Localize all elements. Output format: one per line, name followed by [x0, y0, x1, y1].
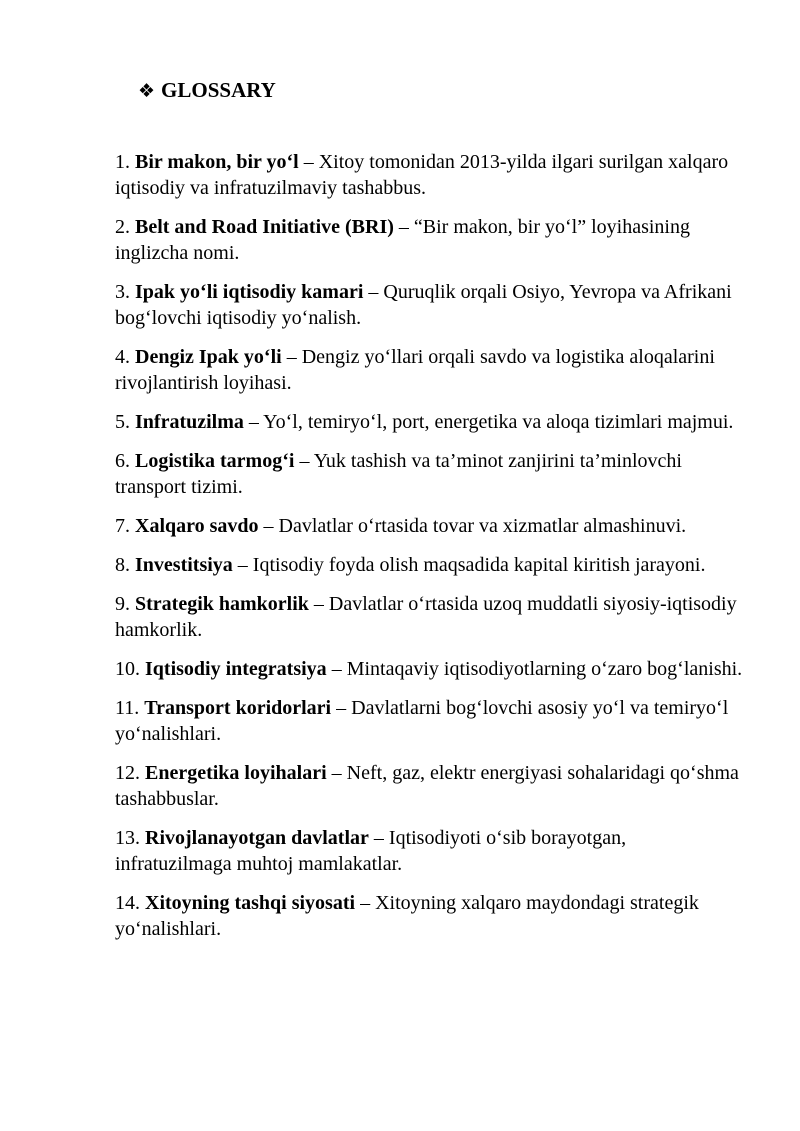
entry-definition: Davlatlar o‘rtasida tovar va xizmatlar almashinuvi.	[278, 515, 687, 537]
glossary-entry	[115, 591, 747, 643]
entry-term: Strategik hamkorlik	[135, 593, 309, 615]
glossary-entry	[115, 149, 747, 201]
entry-term: Bir makon, bir yo‘l	[135, 151, 299, 173]
entry-definition: Neft, gaz, elektr energiyasi sohalaridagi qo‘shma tashabbuslar.	[115, 762, 739, 810]
entry-definition: Yuk tashish va ta’minot zanjirini ta’minlovchi transport tizimi.	[115, 450, 682, 498]
entry-separator: –	[355, 892, 376, 914]
entry-separator: –	[294, 450, 314, 472]
entry-separator: –	[393, 216, 414, 238]
glossary-entry	[115, 409, 747, 435]
glossary-heading	[138, 77, 276, 104]
entry-number: 5.	[115, 411, 130, 433]
glossary-entry	[115, 279, 747, 331]
entry-separator: –	[331, 697, 352, 719]
glossary-entry	[115, 890, 747, 942]
glossary-entry	[115, 760, 747, 812]
entry-number: 8.	[115, 554, 130, 576]
entry-definition: Xitoyning xalqaro maydondagi strategik yo‘nalishlari.	[115, 892, 699, 940]
entry-definition: Quruqlik orqali Osiyo, Yevropa va Afrikani bog‘lovchi iqtisodiy yo‘nalish.	[115, 281, 732, 329]
entry-term: Rivojlanayotgan davlatlar	[145, 827, 369, 849]
entry-number: 2.	[115, 216, 130, 238]
entry-separator: –	[368, 827, 389, 849]
glossary-entry	[115, 214, 747, 266]
entry-number: 9.	[115, 593, 130, 615]
glossary-entry	[115, 448, 747, 500]
entry-definition: Iqtisodiyoti o‘sib borayotgan, infratuzilmaga muhtoj mamlakatlar.	[115, 827, 627, 875]
entry-number: 3.	[115, 281, 130, 303]
entry-term: Iqtisodiy integratsiya	[145, 658, 327, 680]
entry-separator: –	[308, 593, 329, 615]
entry-term: Transport koridorlari	[144, 697, 332, 719]
entry-number: 14.	[115, 892, 140, 914]
entry-separator: –	[326, 762, 347, 784]
diamond-bullet-icon: ❖	[138, 80, 156, 102]
glossary-entry	[115, 695, 747, 747]
entry-term: Ipak yo‘li iqtisodiy kamari	[135, 281, 364, 303]
entry-separator: –	[243, 411, 264, 433]
entry-separator: –	[281, 346, 302, 368]
entry-separator: –	[326, 658, 347, 680]
entry-number: 12.	[115, 762, 140, 784]
entry-definition: Davlatlarni bog‘lovchi asosiy yo‘l va temiryo‘l yo‘nalishlari.	[115, 697, 729, 745]
entry-number: 4.	[115, 346, 130, 368]
entry-number: 7.	[115, 515, 130, 537]
entry-definition: “Bir makon, bir yo‘l” loyihasining inglizcha nomi.	[115, 216, 690, 264]
entry-number: 11.	[115, 697, 140, 719]
glossary-list	[115, 149, 747, 955]
entry-definition: Xitoy tomonidan 2013-yilda ilgari surilgan xalqaro iqtisodiy va infratuzilmaviy tashabbus.	[115, 151, 729, 199]
entry-number: 13.	[115, 827, 140, 849]
glossary-entry	[115, 825, 747, 877]
glossary-entry	[115, 344, 747, 396]
glossary-entry	[115, 552, 747, 578]
entry-separator: –	[363, 281, 384, 303]
entry-term: Dengiz Ipak yo‘li	[135, 346, 282, 368]
entry-term: Infratuzilma	[135, 411, 244, 433]
glossary-entry	[115, 656, 747, 682]
entry-term: Logistika tarmog‘i	[135, 450, 295, 472]
entry-number: 1.	[115, 151, 130, 173]
entry-definition: Yo‘l, temiryo‘l, port, energetika va aloqa tizimlari majmui.	[263, 411, 734, 433]
entry-definition: Dengiz yo‘llari orqali savdo va logistika aloqalarini rivojlantirish loyihasi.	[115, 346, 715, 394]
entry-definition: Mintaqaviy iqtisodiyotlarning o‘zaro bog‘lanishi.	[346, 658, 743, 680]
entry-definition: Davlatlar o‘rtasida uzoq muddatli siyosiy-iqtisodiy hamkorlik.	[115, 593, 737, 641]
entry-term: Xitoyning tashqi siyosati	[145, 892, 356, 914]
glossary-heading-text: GLOSSARY	[161, 78, 276, 102]
glossary-entry	[115, 513, 747, 539]
entry-term: Energetika loyihalari	[145, 762, 327, 784]
entry-separator: –	[258, 515, 279, 537]
entry-number: 10.	[115, 658, 140, 680]
entry-separator: –	[232, 554, 253, 576]
entry-term: Belt and Road Initiative (BRI)	[135, 216, 394, 238]
entry-term: Investitsiya	[135, 554, 233, 576]
entry-number: 6.	[115, 450, 130, 472]
entry-definition: Iqtisodiy foyda olish maqsadida kapital kiritish jarayoni.	[252, 554, 706, 576]
entry-term: Xalqaro savdo	[135, 515, 259, 537]
entry-separator: –	[298, 151, 319, 173]
